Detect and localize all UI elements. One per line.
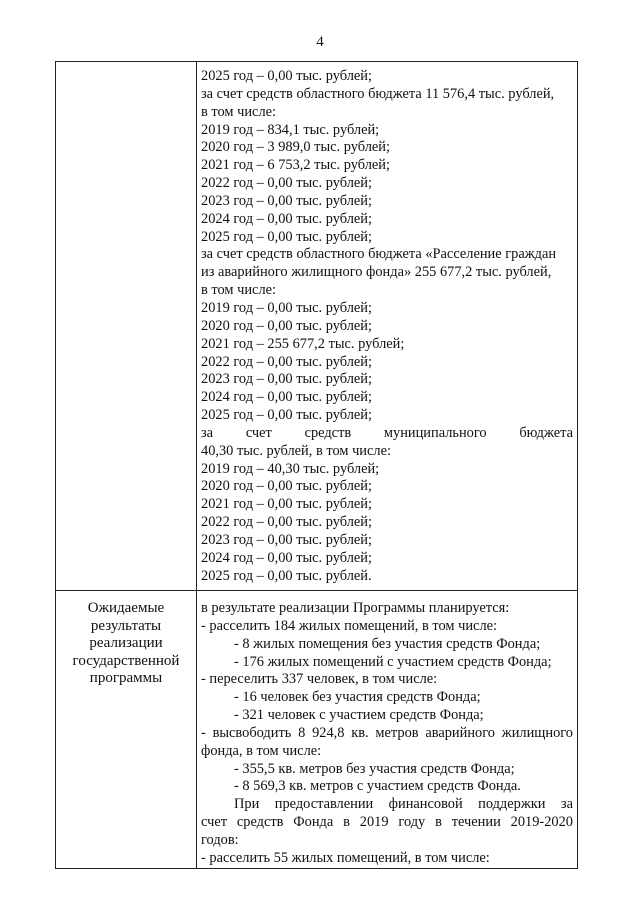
text-line: в результате реализации Программы планируется: [201,600,510,616]
row-content-cell [197,62,578,591]
text-line: 2023 год – 0,00 тыс. рублей; [201,371,372,388]
text-line: 2021 год – 0,00 тыс. рублей; [201,496,372,513]
text-line: 2022 год – 0,00 тыс. рублей; [201,353,372,370]
funding-text [197,62,577,585]
text-line: - высвободить 8 924,8 кв. метров аварийного жилищного [201,724,573,741]
text-line: - 8 569,3 кв. метров с участием средств Фонда. [234,778,521,795]
text-line: 2024 год – 0,00 тыс. рублей; [201,549,372,566]
text-line: 2023 год – 0,00 тыс. рублей; [201,531,372,548]
text-line: из аварийного жилищного фонда» 255 677,2 тыс. рублей, [201,264,552,281]
text-line: - расселить 184 жилых помещений, в том числе: [201,617,498,634]
text-line: 2020 год – 0,00 тыс. рублей; [201,317,372,334]
text-line: 2021 год – 6 753,2 тыс. рублей; [201,157,390,174]
text-line: 2023 год – 0,00 тыс. рублей; [201,192,372,209]
text-line: в том числе: [201,282,277,299]
text-line: - переселить 337 человек, в том числе: [201,671,438,688]
text-line: - 16 человек без участия средств Фонда; [234,689,481,706]
text-line: 2020 год – 0,00 тыс. рублей; [201,478,372,495]
label-line: программы [89,670,163,686]
text-line: 2025 год – 0,00 тыс. рублей; [201,228,372,245]
row-label-cell [56,591,197,869]
text-line: 2025 год – 0,00 тыс. рублей. [201,567,372,584]
text-line: 2019 год – 834,1 тыс. рублей; [201,121,380,138]
text-line: - расселить 55 жилых помещений, в том числе: [201,849,490,866]
text-line: за счет средств муниципального бюджета [201,424,573,441]
text-line: - 176 жилых помещений с участием средств Фонда; [234,653,552,670]
text-line: 2022 год – 0,00 тыс. рублей; [201,514,372,531]
text-line: 2024 год – 0,00 тыс. рублей; [201,389,372,406]
text-line: за счет средств областного бюджета «Расселение граждан [201,246,557,263]
label-line: государственной [72,652,180,669]
text-line: - 321 человек с участием средств Фонда; [234,707,484,724]
text-line: - 8 жилых помещения без участия средств Фонда; [234,635,541,652]
text-line: 40,30 тыс. рублей, в том числе: [201,442,391,459]
text-line: 2022 год – 0,00 тыс. рублей; [201,175,372,192]
text-line: в том числе: [201,103,277,120]
label-line: реализации [89,635,163,651]
text-line: 2025 год – 0,00 тыс. рублей; [201,68,372,84]
expected-results-text [197,591,577,868]
text-line: 2024 год – 0,00 тыс. рублей; [201,210,372,227]
text-line: При предоставлении финансовой поддержки за [234,796,573,813]
text-line: счет средств Фонда в 2019 году в течении 2019-2020 [201,814,573,831]
text-line: 2019 год – 40,30 тыс. рублей; [201,460,380,477]
row-label-cell [56,62,197,591]
label-line: результаты [90,617,162,634]
page-number: 4 [316,34,324,50]
text-line: - 355,5 кв. метров без участия средств Фонда; [234,760,515,777]
row-label [56,591,196,688]
program-passport-table [55,61,578,869]
text-line: за счет средств областного бюджета 11 576,4 тыс. рублей, [201,85,555,102]
table-row-funding [56,62,578,591]
row-label [56,62,196,71]
text-line: 2021 год – 255 677,2 тыс. рублей; [201,335,405,352]
table-row-expected-results [56,591,578,869]
label-line: Ожидаемые [87,600,165,616]
text-line: 2020 год – 3 989,0 тыс. рублей; [201,139,390,156]
text-line: 2019 год – 0,00 тыс. рублей; [201,299,372,316]
text-line: годов: [201,831,239,848]
row-content-cell [197,591,578,869]
text-line: фонда, в том числе: [201,742,322,759]
text-line: 2025 год – 0,00 тыс. рублей; [201,407,372,424]
